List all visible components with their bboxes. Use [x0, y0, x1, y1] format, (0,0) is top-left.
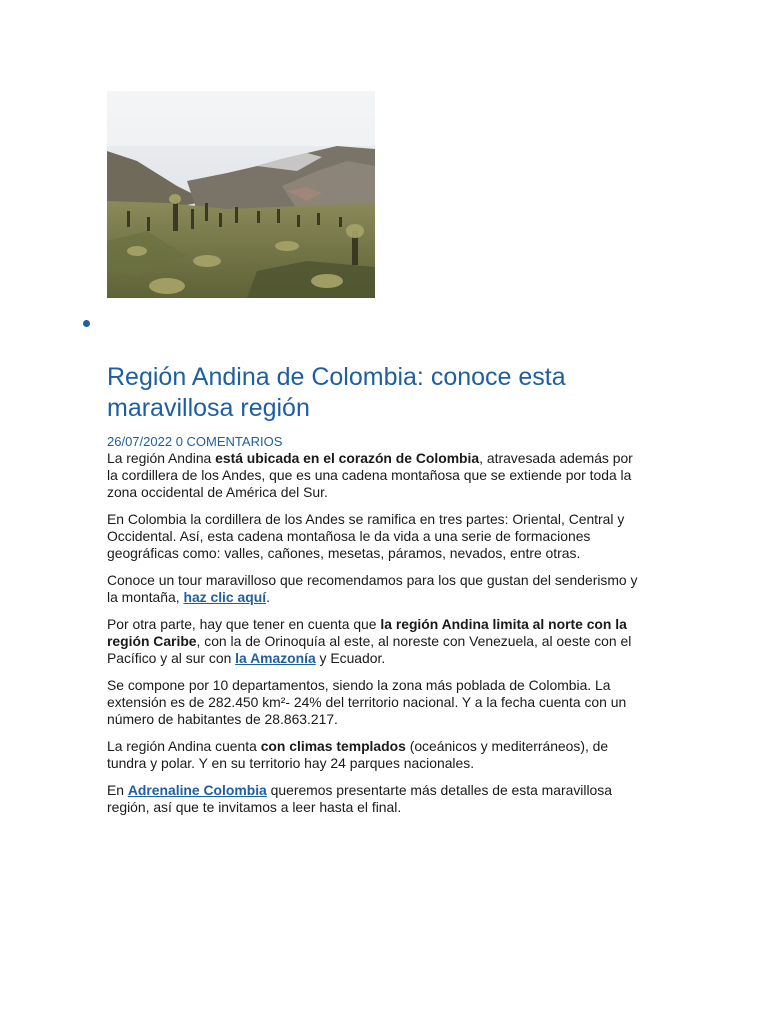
- paragraph-1: [107, 450, 647, 501]
- tour-link[interactable]: haz clic aquí: [183, 589, 267, 605]
- paragraph-7: [107, 782, 647, 816]
- paragraph-6: [107, 738, 647, 772]
- hero-image: [107, 91, 375, 298]
- article-title: Región Andina de Colombia: conoce esta maravillosa región: [107, 363, 566, 422]
- paragraph-2: En Colombia la cordillera de los Andes se ramifica en tres partes: Oriental, Central y Occidental. Así, esta cadena montañosa le da vida a una serie de formaciones geográficas como: valles, cañones, mesetas, páramos, nevados, entre otras.: [107, 511, 625, 561]
- text: En: [107, 782, 128, 798]
- text: Conoce un tour maravilloso que recomendamos para los que gustan del senderismo y la montaña,: [107, 572, 638, 605]
- bold-text: está ubicada en el corazón de Colombia: [215, 450, 480, 466]
- text: queremos presentarte más detalles de esta maravillosa región, así que te invitamos a leer hasta el final.: [107, 782, 612, 815]
- article-meta: [107, 434, 647, 450]
- list-bullet: [83, 320, 90, 327]
- text: y Ecuador.: [315, 650, 386, 666]
- text: , con la de Orinoquía al este, al noreste con Venezuela, al oeste con el Pacífico y al sur con: [107, 633, 632, 666]
- paragraph-4: [107, 616, 647, 667]
- article-date[interactable]: 26/07/2022: [107, 434, 173, 449]
- bold-text: con climas templados: [260, 738, 406, 754]
- text: (oceánicos y mediterráneos), de tundra y polar. Y en su territorio hay 24 parques nacionales.: [107, 738, 609, 771]
- text: , atravesada además por la cordillera de los Andes, que es una cadena montañosa que se extiende por toda la zona occidental de América del Sur.: [107, 450, 633, 500]
- article: [107, 362, 647, 826]
- text: La región Andina cuenta: [107, 738, 261, 754]
- paramo-landscape-image: [107, 91, 375, 298]
- text: La región Andina: [107, 450, 216, 466]
- adrenaline-colombia-link[interactable]: Adrenaline Colombia: [127, 782, 267, 798]
- bold-text: la región Andina limita al norte con la región Caribe: [107, 616, 627, 649]
- comments-count[interactable]: 0 COMENTARIOS: [175, 434, 283, 449]
- amazonia-link[interactable]: la Amazonía: [235, 650, 316, 666]
- paragraph-3: [107, 572, 647, 606]
- text: .: [266, 589, 270, 605]
- text: Por otra parte, hay que tener en cuenta que: [107, 616, 381, 632]
- paragraph-5: Se compone por 10 departamentos, siendo la zona más poblada de Colombia. La extensión es de 282.450 km²- 24% del territorio nacional. Y a la fecha cuenta con un número de habitantes de 28.863.217.: [107, 677, 627, 727]
